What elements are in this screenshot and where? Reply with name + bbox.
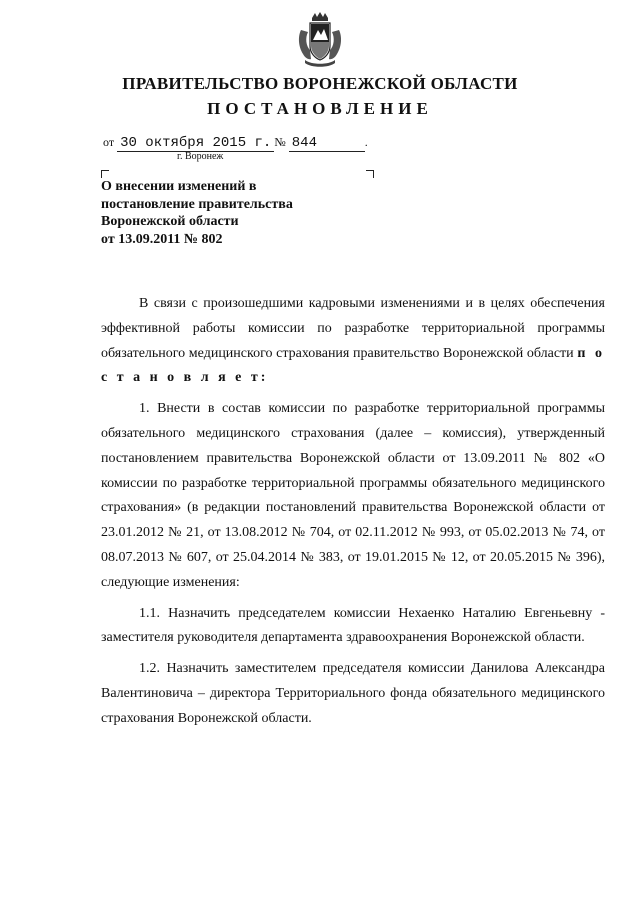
decree-word: п о с т а н о в л я е т: (101, 345, 606, 386)
document-body (101, 292, 605, 732)
intro-paragraph (101, 292, 605, 391)
intro-text: В связи с произошедшими кадровыми изменениями и в целях обеспечения эффективной работы комиссии по разработке территориальной программы обязательного медицинского страхования правительство Воронежской области (101, 296, 605, 361)
city: г. Воронеж (177, 151, 224, 162)
number-label: № (274, 135, 286, 149)
coat-of-arms-emblem (297, 12, 343, 68)
item-1: 1. Внести в состав комиссии по разработке территориальной программы обязательного медицинского страхования (далее – комиссия), утвержденный постановлением правительства Воронежской области от 13.09.2011 № 802 «О комиссии по разработке территориальной программы обязательного медицинского страхования» (в редакции постановлений правительства Воронежской области от 23.01.2012 № 21, от 13.08.2012 № 704, от 02.11.2012 № 993, от 05.02.2013 № 74, от 08.07.2013 № 607, от 25.04.2014 № 383, от 19.01.2015 № 12, от 20.05.2015 № 396), следующие изменения: (101, 401, 605, 590)
document-date: 30 октября 2015 г. (117, 135, 274, 152)
item-1-1: 1.1. Назначить председателем комиссии Нехаенко Наталию Евгеньевну - заместителя руководителя департамента здравоохранения Воронежской области. (101, 605, 605, 646)
subject-line: О внесении изменений в (101, 179, 257, 194)
subject-line: Воронежской области (101, 214, 239, 229)
subject-line: постановление правительства (101, 196, 293, 212)
from-label: от (103, 135, 115, 149)
document-type: ПОСТАНОВЛЕНИЕ (207, 99, 433, 118)
subject-corner-right (366, 170, 374, 178)
subject-corner-left (101, 170, 109, 178)
item-1-2: 1.2. Назначить заместителем председателя комиссии Данилова Александра Валентиновича – директора Территориального фонда обязательного медицинского страхования Воронежской области. (101, 661, 605, 726)
date-number-line: от 30 октября 2015 г. № 844 . (103, 135, 368, 151)
subject-line: от 13.09.2011 № 802 (101, 231, 223, 247)
government-title: ПРАВИТЕЛЬСТВО ВОРОНЕЖСКОЙ ОБЛАСТИ (122, 74, 518, 93)
subject-block (101, 178, 293, 248)
document-number: 844 (289, 135, 365, 152)
